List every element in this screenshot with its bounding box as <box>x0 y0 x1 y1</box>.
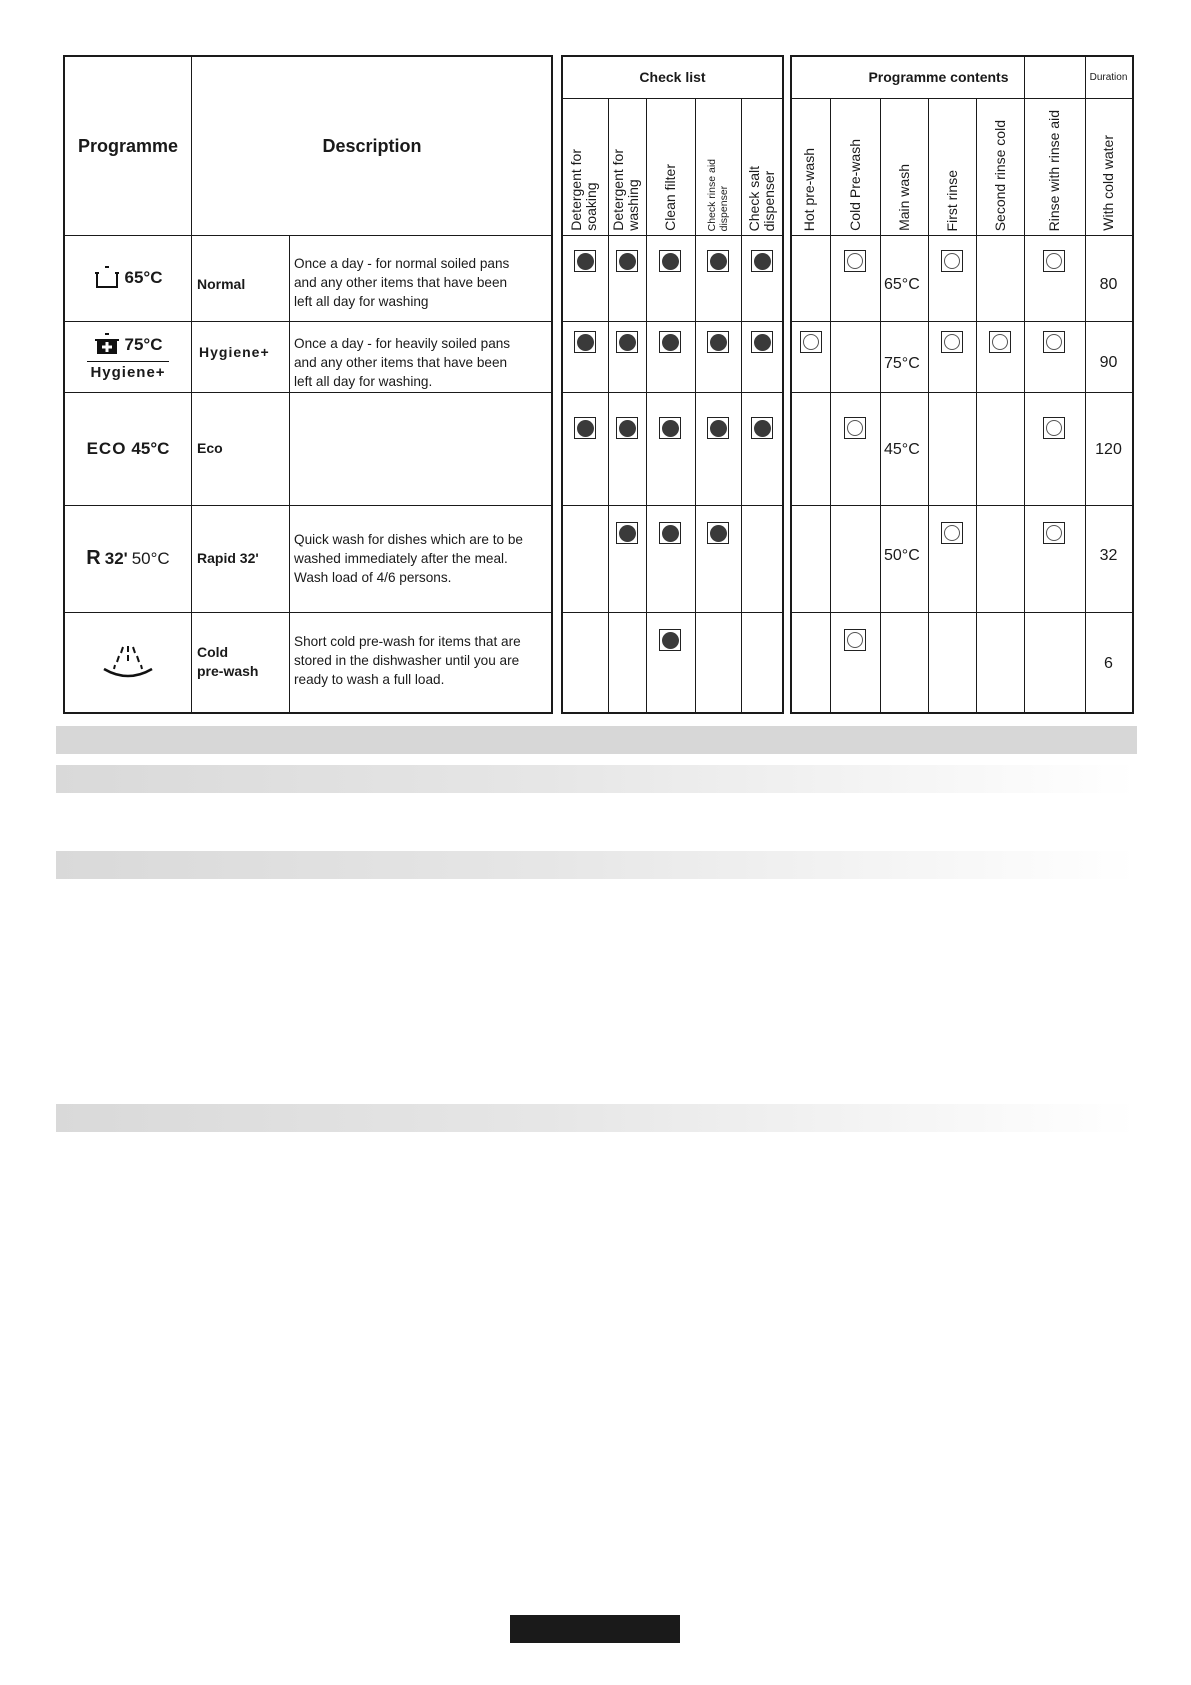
description-cold-prewash: Short cold pre-wash for items that are stored in the dishwasher until you are ready to wash a full load. <box>294 634 521 687</box>
description-rapid: Quick wash for dishes which are to be washed immediately after the meal. Wash load of 4/6 persons. <box>294 532 523 585</box>
filled-square-dot-icon <box>574 417 596 439</box>
empty-square-ring-icon <box>1043 522 1065 544</box>
filled-square-dot-icon <box>707 250 729 272</box>
duration-value: 120 <box>1095 441 1122 458</box>
section-band <box>56 765 1137 793</box>
empty-square-ring-icon <box>844 417 866 439</box>
hygiene-label: Hygiene+ <box>90 364 166 381</box>
filled-square-dot-icon <box>659 522 681 544</box>
pot-icon <box>94 265 120 291</box>
col-hot-prewash: Hot pre-wash <box>801 147 817 231</box>
main-wash-temp: 75°C <box>884 355 920 372</box>
duration-value: 32 <box>1099 547 1118 564</box>
filled-square-dot-icon <box>707 331 729 353</box>
filled-square-dot-icon <box>751 417 773 439</box>
empty-square-ring-icon <box>989 331 1011 353</box>
duration-header: Duration <box>1089 72 1128 83</box>
section-band <box>56 1104 1137 1132</box>
filled-square-dot-icon <box>659 629 681 651</box>
filled-square-dot-icon <box>616 417 638 439</box>
check-list-header: Check list <box>639 69 706 85</box>
programme-symbol-hygiene <box>65 321 191 392</box>
col-detergent-soaking: Detergent for soaking <box>568 149 599 231</box>
main-wash-temp: 50°C <box>884 547 920 564</box>
programme-symbol-rapid <box>65 505 191 612</box>
empty-square-ring-icon <box>941 250 963 272</box>
filled-square-dot-icon <box>574 331 596 353</box>
programme-symbol-normal <box>65 235 191 321</box>
programme-table <box>63 55 553 714</box>
section-band <box>56 851 1137 879</box>
description-hygiene: Once a day - for heavily soiled pans and any other items that have been left all day for washing. <box>294 336 511 389</box>
filled-square-dot-icon <box>751 250 773 272</box>
filled-square-dot-icon <box>707 417 729 439</box>
col-check-salt: Check salt dispenser <box>746 165 777 231</box>
duration-value: 90 <box>1099 354 1118 371</box>
duration-value: 80 <box>1099 276 1118 293</box>
programme-temp: 75°C <box>124 335 163 354</box>
filled-square-dot-icon <box>616 522 638 544</box>
col-cold-prewash: Cold Pre-wash <box>847 139 863 231</box>
programme-header: Programme <box>77 136 179 156</box>
filled-square-dot-icon <box>707 522 729 544</box>
col-check-rinse-aid: Check rinse aid dispenser <box>706 158 730 231</box>
programme-symbol-cold-prewash <box>65 612 191 712</box>
main-wash-temp: 45°C <box>884 441 920 458</box>
filled-square-dot-icon <box>659 331 681 353</box>
empty-square-ring-icon <box>1043 417 1065 439</box>
empty-square-ring-icon <box>800 331 822 353</box>
filled-square-dot-icon <box>659 250 681 272</box>
programme-name-rapid: Rapid 32' <box>197 550 259 566</box>
col-detergent-washing: Detergent for washing <box>610 149 641 231</box>
rapid-r-label: R <box>86 547 101 569</box>
programme-name-eco: Eco <box>197 440 223 456</box>
col-rinse-with-rinse-aid: Rinse with rinse aid <box>1046 109 1062 231</box>
programme-temp: 45°C <box>131 438 170 458</box>
programme-name-hygiene: Hygiene+ <box>199 344 270 360</box>
programme-temp: 65°C <box>124 268 163 287</box>
empty-square-ring-icon <box>844 250 866 272</box>
empty-square-ring-icon <box>941 522 963 544</box>
duration-value: 6 <box>1104 655 1113 672</box>
programme-name-normal: Normal <box>197 276 246 292</box>
page-footer-bar <box>510 1615 680 1643</box>
programme-temp: 50°C <box>131 548 170 568</box>
pot-plus-icon <box>94 332 120 358</box>
empty-square-ring-icon <box>941 331 963 353</box>
col-first-rinse: First rinse <box>944 169 960 231</box>
programme-name-cold-prewash: Cold pre-wash <box>197 644 259 679</box>
filled-square-dot-icon <box>659 417 681 439</box>
description-normal: Once a day - for normal soiled pans and any other items that have been left all day for washing <box>294 256 510 309</box>
cold-prewash-spray-icon <box>100 643 156 681</box>
filled-square-dot-icon <box>751 331 773 353</box>
rapid-time: 32' <box>104 548 128 568</box>
col-clean-filter: Clean filter <box>662 164 678 231</box>
programme-contents-header: Programme contents <box>868 69 1009 85</box>
main-wash-temp: 65°C <box>884 276 920 293</box>
description-header: Description <box>322 136 422 156</box>
empty-square-ring-icon <box>844 629 866 651</box>
section-band <box>56 726 1137 754</box>
empty-square-ring-icon <box>1043 250 1065 272</box>
col-main-wash: Main wash <box>896 164 912 231</box>
filled-square-dot-icon <box>616 331 638 353</box>
programme-symbol-eco <box>65 392 191 505</box>
check-list-table <box>561 55 784 714</box>
col-second-rinse-cold: Second rinse cold <box>992 119 1008 231</box>
col-with-cold-water: With cold water <box>1100 135 1116 231</box>
eco-label: ECO <box>86 438 127 458</box>
programme-contents-table <box>790 55 1134 714</box>
filled-square-dot-icon <box>616 250 638 272</box>
filled-square-dot-icon <box>574 250 596 272</box>
empty-square-ring-icon <box>1043 331 1065 353</box>
